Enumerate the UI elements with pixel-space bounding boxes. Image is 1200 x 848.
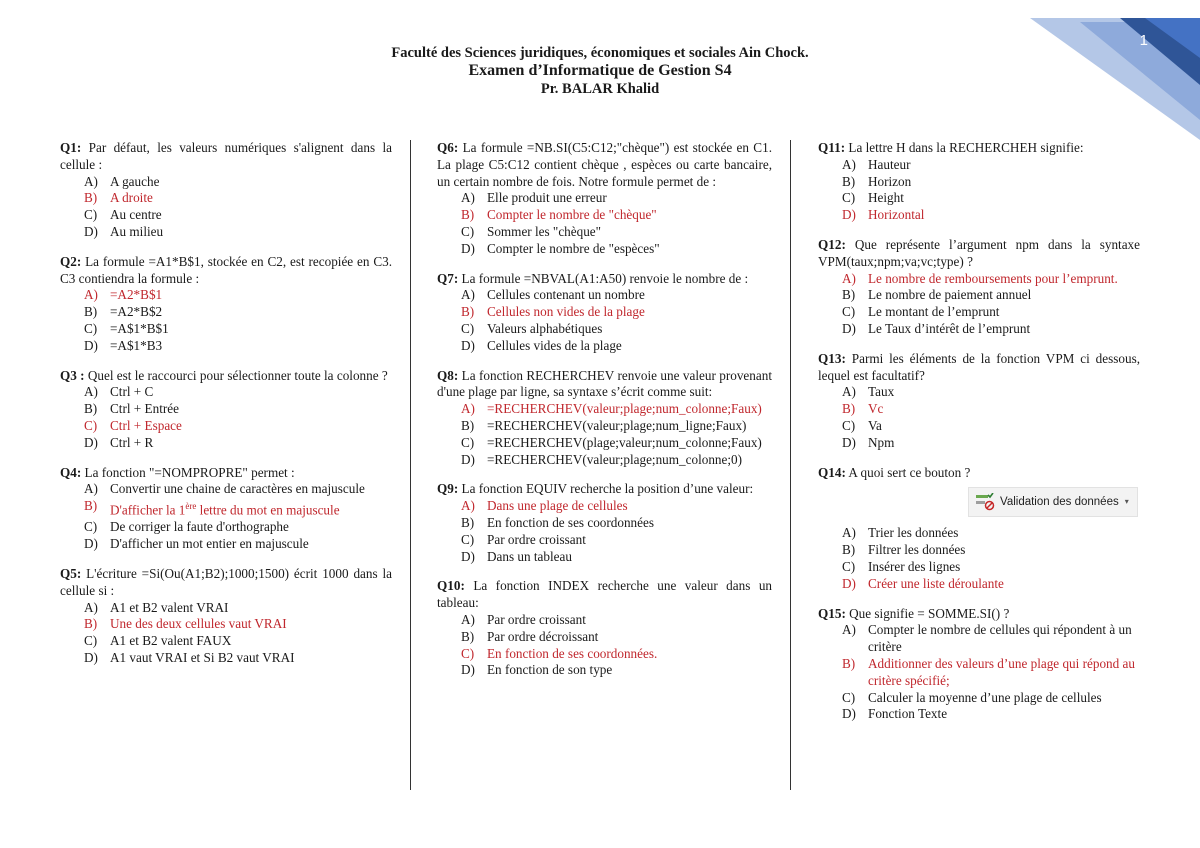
faculty-name: Faculté des Sciences juridiques, économiques et sociales Ain Chock.	[391, 45, 809, 61]
questions-column-1	[60, 140, 392, 680]
option-text: De corriger la faute d'orthographe	[110, 519, 289, 535]
answer-option	[60, 650, 392, 667]
question-image	[818, 481, 1140, 525]
option-letter: B)	[461, 304, 475, 320]
answer-option-correct	[437, 304, 772, 321]
option-text: A droite	[110, 190, 153, 206]
answer-option	[437, 532, 772, 549]
option-letter: C)	[84, 417, 98, 433]
option-text: A gauche	[110, 173, 160, 189]
answer-option	[60, 384, 392, 401]
question-number: Q10:	[437, 578, 465, 594]
question-block	[60, 566, 392, 667]
answer-option	[437, 224, 772, 241]
option-text: Ctrl + R	[110, 434, 154, 450]
option-text: Par ordre décroissant	[487, 628, 599, 644]
option-text: D'afficher un mot entier en majuscule	[110, 536, 309, 552]
option-text: Compter le nombre de "espèces"	[487, 240, 660, 256]
option-letter: A)	[461, 401, 475, 417]
option-letter: A)	[84, 384, 98, 400]
question-number: Q11:	[818, 140, 846, 155]
answer-option	[437, 418, 772, 435]
option-letter: B)	[84, 616, 98, 632]
option-letter: B)	[84, 304, 98, 320]
option-text: Cellules contenant un nombre	[487, 287, 645, 303]
option-letter: D)	[461, 337, 475, 353]
question-block	[437, 578, 772, 679]
column-divider	[410, 140, 411, 790]
option-text: =RECHERCHEV(plage;valeur;num_colonne;Faux)	[487, 434, 762, 450]
exam-title: Examen d’Informatique de Gestion S4	[468, 62, 732, 79]
question-block	[437, 481, 772, 565]
question-block	[818, 351, 1140, 452]
option-letter: D)	[84, 337, 98, 353]
answer-option	[60, 600, 392, 617]
answer-option	[818, 622, 1140, 656]
question-number: Q9:	[437, 481, 459, 497]
professor-name: Pr. BALAR Khalid	[540, 81, 660, 97]
answer-option	[437, 190, 772, 207]
option-text: Valeurs alphabétiques	[487, 320, 603, 336]
option-letter: B)	[84, 190, 98, 206]
question-prompt: La formule =NB.SI(C5:C12;"chèque") est stockée en C1. La plage C5:C12 contient chèque , espèces ou carte bancaire, un certain nombre de fois. Notre formule permet de :	[437, 140, 772, 189]
option-text: Le Taux d’intérêt de l’emprunt	[868, 320, 1031, 336]
option-text: Ctrl + Entrée	[110, 401, 179, 417]
option-letter: B)	[461, 628, 475, 644]
question-block	[60, 465, 392, 553]
question-text	[437, 368, 772, 402]
answer-option	[60, 401, 392, 418]
answer-option-correct	[437, 498, 772, 515]
option-text: Le nombre de remboursements pour l’emprunt.	[868, 270, 1118, 286]
question-block	[60, 254, 392, 355]
question-text	[437, 481, 772, 498]
answer-option-correct	[60, 287, 392, 304]
question-prompt: La fonction RECHERCHEV renvoie une valeur provenant d'une plage par ligne, sa syntaxe s’écrit comme suit:	[437, 367, 772, 400]
question-block	[818, 606, 1140, 724]
question-prompt: Que signifie = SOMME.SI() ?	[849, 605, 1010, 621]
page-number: 1	[1139, 32, 1148, 49]
option-text: A1 et B2 valent FAUX	[110, 633, 232, 649]
option-letter: A)	[84, 481, 98, 497]
option-letter: A)	[842, 525, 856, 541]
question-prompt: La fonction "=NOMPROPRE" permet :	[84, 464, 295, 480]
answer-option-correct	[818, 271, 1140, 288]
answer-option	[818, 690, 1140, 707]
answer-option-correct	[818, 401, 1140, 418]
answer-option	[437, 338, 772, 355]
option-letter: D)	[461, 240, 475, 256]
questions-column-3	[818, 140, 1140, 736]
option-text: Compter le nombre de cellules qui répondent à un critère	[868, 622, 1132, 655]
answer-option	[818, 174, 1140, 191]
question-number: Q7:	[437, 270, 459, 286]
option-text: Cellules vides de la plage	[487, 337, 622, 353]
option-letter: A)	[461, 498, 475, 514]
question-number: Q12:	[818, 236, 846, 252]
option-text: Cellules non vides de la plage	[487, 304, 645, 320]
data-validation-icon	[975, 493, 995, 511]
answer-option-correct	[437, 207, 772, 224]
question-prompt: La formule =A1*B$1, stockée en C2, est recopiée en C3. C3 contiendra la formule :	[60, 253, 392, 286]
option-text: Horizontal	[868, 207, 925, 223]
question-text	[60, 566, 392, 600]
answer-option	[818, 706, 1140, 723]
question-text	[818, 465, 1140, 482]
question-text	[818, 606, 1140, 623]
answer-option	[60, 207, 392, 224]
question-prompt: La fonction EQUIV recherche la position d’une valeur:	[461, 481, 754, 497]
option-letter: B)	[842, 287, 856, 303]
question-prompt: La formule =NBVAL(A1:A50) renvoie le nombre de :	[461, 270, 749, 286]
option-letter: A)	[84, 173, 98, 189]
option-letter: C)	[842, 417, 856, 433]
answer-option	[437, 435, 772, 452]
option-text: Compter le nombre de "chèque"	[487, 207, 657, 223]
option-text: =A2*B$2	[110, 304, 163, 320]
option-letter: D)	[84, 434, 98, 450]
answer-option	[818, 418, 1140, 435]
option-letter: A)	[461, 287, 475, 303]
question-block	[818, 237, 1140, 338]
option-text: Le montant de l’emprunt	[868, 304, 1000, 320]
option-text: Va	[868, 417, 882, 433]
question-prompt: L'écriture =Si(Ou(A1;B2);1000;1500) écrit 1000 dans la cellule si :	[60, 565, 393, 598]
question-block	[60, 368, 392, 452]
option-letter: B)	[461, 207, 475, 223]
answer-option	[60, 338, 392, 355]
answer-option	[437, 629, 772, 646]
option-text: Sommer les "chèque"	[487, 223, 602, 239]
answer-option	[818, 157, 1140, 174]
answer-option	[437, 515, 772, 532]
option-letter: D)	[842, 320, 856, 336]
option-letter: C)	[842, 689, 856, 705]
answer-option	[818, 435, 1140, 452]
answer-option-correct	[818, 576, 1140, 593]
option-text: Taux	[868, 384, 895, 400]
answer-option	[60, 224, 392, 241]
question-block	[60, 140, 392, 241]
option-letter: D)	[84, 536, 98, 552]
answer-option	[60, 174, 392, 191]
option-text: Dans une plage de cellules	[487, 498, 628, 514]
option-text: Hauteur	[868, 156, 911, 172]
option-text: =A$1*B$1	[110, 320, 169, 336]
option-text: Calculer la moyenne d’une plage de cellules	[868, 689, 1102, 705]
answer-option-correct	[60, 616, 392, 633]
question-text	[818, 237, 1140, 271]
option-text: A1 vaut VRAI et Si B2 vaut VRAI	[110, 649, 295, 665]
question-number: Q2:	[60, 253, 82, 269]
answer-option	[60, 536, 392, 553]
option-letter: A)	[461, 190, 475, 206]
question-prompt: Parmi les éléments de la fonction VPM ci dessous, lequel est facultatif?	[818, 350, 1141, 383]
answer-option	[437, 452, 772, 469]
answer-option	[437, 321, 772, 338]
option-letter: B)	[842, 173, 856, 189]
answer-option-correct	[60, 418, 392, 435]
answer-option	[818, 542, 1140, 559]
option-letter: C)	[842, 304, 856, 320]
option-letter: D)	[461, 451, 475, 467]
question-text	[818, 351, 1140, 385]
option-text: =RECHERCHEV(valeur;plage;num_ligne;Faux)	[487, 417, 747, 433]
question-prompt: Quel est le raccourci pour sélectionner toute la colonne ?	[87, 367, 388, 383]
option-text: Au milieu	[110, 223, 164, 239]
option-letter: B)	[461, 417, 475, 433]
option-text: =A2*B$1	[110, 287, 163, 303]
option-text: Ctrl + C	[110, 384, 154, 400]
option-text: Au centre	[110, 207, 162, 223]
question-number: Q13:	[818, 350, 846, 366]
option-letter: C)	[461, 320, 475, 336]
question-number: Q14:	[818, 464, 846, 480]
option-letter: A)	[84, 287, 98, 303]
option-letter: D)	[84, 649, 98, 665]
question-block	[437, 140, 772, 258]
answer-option	[818, 559, 1140, 576]
option-text: Convertir une chaine de caractères en majuscule	[110, 481, 365, 497]
question-prompt: Par défaut, les valeurs numériques s'alignent dans la cellule :	[60, 140, 392, 172]
answer-option	[437, 549, 772, 566]
answer-option-correct	[437, 401, 772, 418]
answer-option	[437, 241, 772, 258]
answer-option	[60, 633, 392, 650]
question-number: Q15:	[818, 605, 846, 621]
option-letter: B)	[461, 514, 475, 530]
question-text	[437, 271, 772, 288]
answer-option	[60, 435, 392, 452]
chevron-down-icon[interactable]: ▾	[1124, 496, 1129, 506]
question-block	[818, 140, 1140, 224]
option-text: Additionner des valeurs d’une plage qui répond au critère spécifié;	[868, 655, 1135, 688]
question-number: Q6:	[437, 140, 459, 155]
option-text: Le nombre de paiement annuel	[868, 287, 1032, 303]
option-text: D'afficher la 1ère lettre du mot en majuscule	[110, 501, 340, 518]
option-text: Horizon	[868, 173, 912, 189]
question-prompt: La lettre H dans la RECHERCHEH signifie:	[848, 140, 1084, 155]
data-validation-button[interactable]	[968, 487, 1138, 517]
option-letter: A)	[842, 270, 856, 286]
option-letter: A)	[842, 622, 856, 638]
option-letter: D)	[842, 434, 856, 450]
option-letter: B)	[842, 401, 856, 417]
answer-option	[818, 287, 1140, 304]
option-letter: C)	[84, 207, 98, 223]
question-text	[437, 578, 772, 612]
option-text: Fonction Texte	[868, 706, 948, 722]
option-letter: A)	[84, 599, 98, 615]
option-text: Height	[868, 190, 904, 206]
option-letter: A)	[842, 156, 856, 172]
answer-option	[60, 321, 392, 338]
answer-option-correct	[60, 498, 392, 519]
answer-option	[818, 190, 1140, 207]
question-block	[437, 368, 772, 469]
option-letter: B)	[842, 655, 856, 671]
question-number: Q4:	[60, 464, 82, 480]
option-letter: D)	[842, 207, 856, 223]
option-text: Insérer des lignes	[868, 558, 961, 574]
question-text	[437, 140, 772, 190]
answer-option	[818, 384, 1140, 401]
option-letter: C)	[461, 645, 475, 661]
answer-option-correct	[437, 646, 772, 663]
option-letter: C)	[842, 190, 856, 206]
question-text	[60, 140, 392, 174]
option-text: A1 et B2 valent VRAI	[110, 599, 229, 615]
question-number: Q1:	[60, 140, 82, 155]
option-text: En fonction de ses coordonnées.	[487, 645, 658, 661]
exam-header	[0, 44, 1200, 98]
option-letter: C)	[842, 558, 856, 574]
answer-option	[437, 612, 772, 629]
option-letter: A)	[842, 384, 856, 400]
option-letter: D)	[461, 548, 475, 564]
option-text: Une des deux cellules vaut VRAI	[110, 616, 287, 632]
option-letter: D)	[842, 575, 856, 591]
option-text: En fonction de son type	[487, 662, 613, 678]
question-prompt: La fonction INDEX recherche une valeur dans un tableau:	[437, 578, 773, 611]
answer-option-correct	[60, 190, 392, 207]
option-text: En fonction de ses coordonnées	[487, 514, 654, 530]
option-letter: C)	[461, 434, 475, 450]
question-number: Q8:	[437, 367, 459, 383]
question-number: Q3 :	[60, 367, 85, 383]
option-letter: B)	[84, 401, 98, 417]
column-divider	[790, 140, 791, 790]
answer-option	[60, 304, 392, 321]
answer-option	[818, 525, 1140, 542]
option-letter: B)	[84, 498, 98, 514]
option-text: Vc	[868, 401, 884, 417]
option-letter: C)	[461, 223, 475, 239]
option-letter: D)	[84, 223, 98, 239]
answer-option	[437, 287, 772, 304]
answer-option	[60, 519, 392, 536]
answer-option-correct	[818, 207, 1140, 224]
option-text: Créer une liste déroulante	[868, 575, 1004, 591]
option-text: Npm	[868, 434, 895, 450]
answer-option	[818, 304, 1140, 321]
option-letter: C)	[461, 531, 475, 547]
option-letter: D)	[842, 706, 856, 722]
answer-option	[437, 662, 772, 679]
answer-option-correct	[818, 656, 1140, 690]
option-letter: B)	[842, 542, 856, 558]
questions-column-2	[437, 140, 772, 692]
option-text: =A$1*B3	[110, 337, 163, 353]
question-prompt: A quoi sert ce bouton ?	[848, 464, 971, 480]
option-text: =RECHERCHEV(valeur;plage;num_colonne;Faux)	[487, 401, 762, 417]
question-block	[818, 465, 1140, 593]
option-text: =RECHERCHEV(valeur;plage;num_colonne;0)	[487, 451, 743, 467]
question-number: Q5:	[60, 565, 82, 581]
question-text	[60, 465, 392, 482]
option-text: Dans un tableau	[487, 548, 572, 564]
option-letter: C)	[84, 320, 98, 336]
question-text	[818, 140, 1140, 157]
answer-option	[818, 321, 1140, 338]
option-text: Ctrl + Espace	[110, 417, 182, 433]
question-block	[437, 271, 772, 355]
option-text: Elle produit une erreur	[487, 190, 607, 206]
question-prompt: Que représente l’argument npm dans la syntaxe VPM(taux;npm;va;vc;type) ?	[818, 236, 1141, 269]
option-letter: C)	[84, 633, 98, 649]
option-text: Filtrer les données	[868, 542, 966, 558]
option-letter: C)	[84, 519, 98, 535]
option-text: Trier les données	[868, 525, 959, 541]
question-text	[60, 254, 392, 288]
data-validation-label: Validation des données	[1000, 495, 1119, 508]
option-text: Par ordre croissant	[487, 611, 586, 627]
option-text: Par ordre croissant	[487, 531, 586, 547]
question-text	[60, 368, 392, 385]
option-letter: A)	[461, 611, 475, 627]
answer-option	[60, 481, 392, 498]
option-letter: D)	[461, 662, 475, 678]
